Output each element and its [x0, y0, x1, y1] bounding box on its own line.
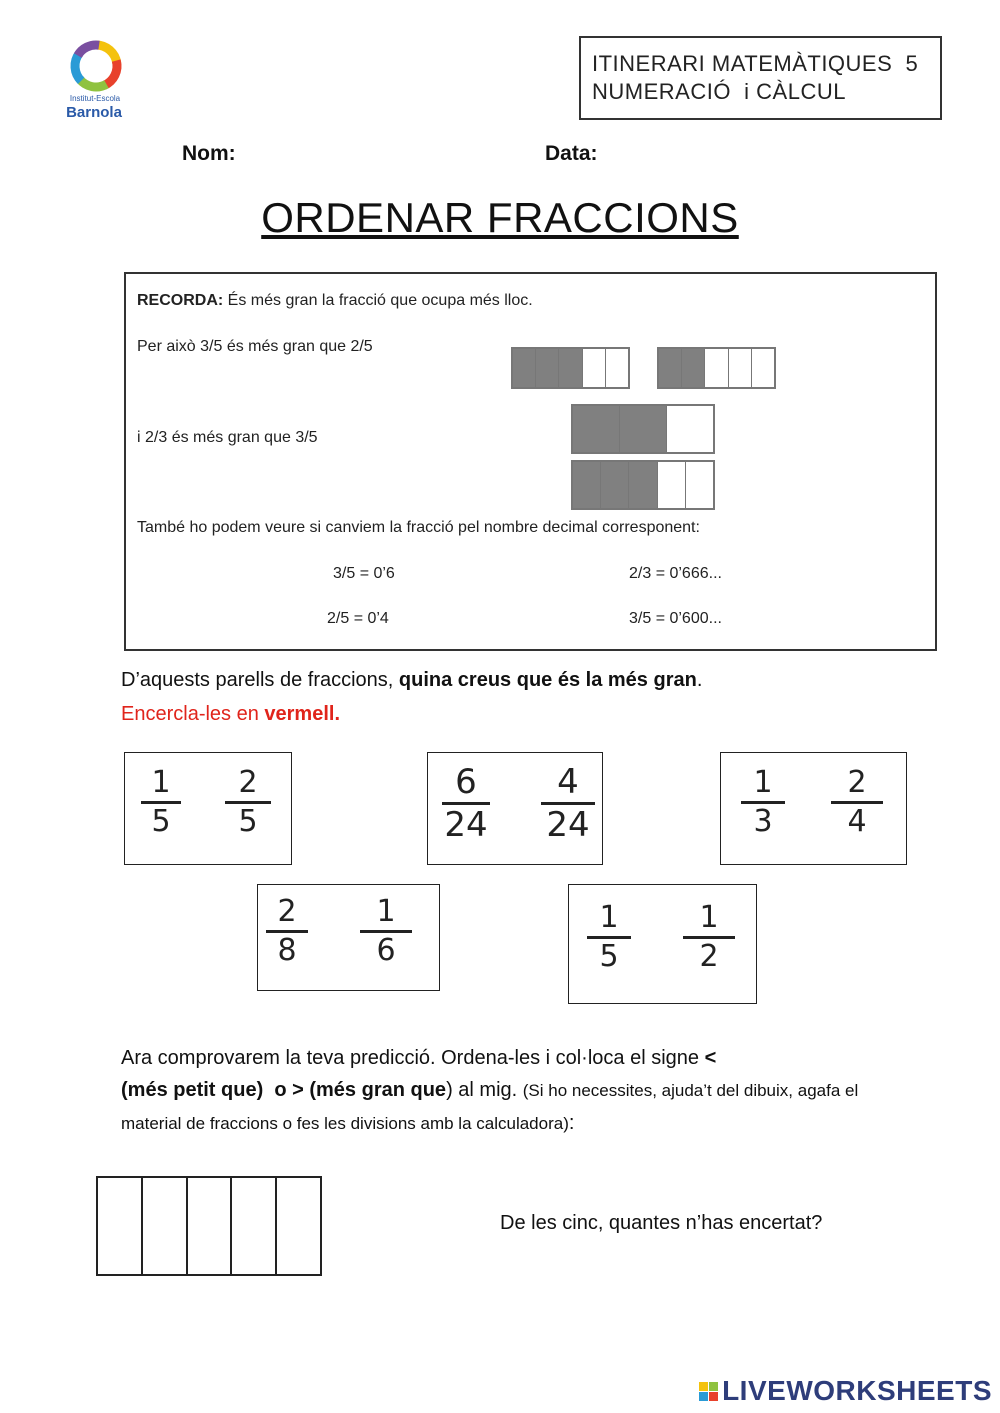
filled-part — [573, 406, 619, 452]
fraction-pair-1[interactable] — [124, 752, 292, 865]
logo-subtitle: Institut-Escola — [69, 94, 121, 103]
instruction-compare — [121, 1042, 881, 1140]
empty-part — [605, 349, 628, 387]
empty-part — [666, 406, 713, 452]
instruction-circle-bold: vermell. — [264, 703, 341, 725]
filled-part — [628, 462, 656, 508]
numerator: 2 — [847, 765, 867, 800]
compare-text-3: : — [568, 1112, 575, 1134]
fraction-1-6 — [360, 894, 412, 968]
fraction-bar-2-5 — [657, 347, 776, 389]
logo-ring-icon — [56, 38, 136, 98]
empty-part — [728, 349, 751, 387]
compare-text-1: Ara comprovarem la teva predicció. Ordena-les i col·loca el signe — [121, 1047, 705, 1069]
remember-line-1: Per això 3/5 és més gran que 2/5 — [137, 338, 373, 355]
empty-part — [751, 349, 774, 387]
instruction-predict-end: . — [696, 669, 703, 691]
answer-cell-2[interactable] — [141, 1178, 186, 1274]
compare-sign-explanation: (més petit que) o > (més gran que — [121, 1079, 447, 1101]
numerator: 1 — [151, 765, 171, 800]
numerator: 1 — [753, 765, 773, 800]
numerator: 4 — [557, 762, 579, 802]
fraction-pair-4[interactable] — [257, 884, 440, 991]
fraction-6-24 — [442, 762, 490, 845]
filled-part — [681, 349, 704, 387]
brand-name: LIVEWORKSHEETS — [722, 1375, 992, 1406]
page-title: ORDENAR FRACCIONS — [261, 194, 739, 241]
remember-box — [124, 272, 937, 651]
denominator: 5 — [238, 804, 258, 839]
denominator: 8 — [277, 933, 297, 968]
filled-part — [535, 349, 558, 387]
numerator: 1 — [376, 894, 396, 929]
answer-cell-5[interactable] — [275, 1178, 320, 1274]
numerator: 6 — [455, 762, 477, 802]
denominator: 24 — [546, 805, 590, 845]
instruction-circle — [121, 703, 340, 726]
empty-part — [582, 349, 605, 387]
decimal-2-3: 2/3 = 0’666... — [629, 565, 722, 582]
instruction-predict — [121, 669, 702, 692]
fraction-2-5 — [225, 765, 271, 839]
compare-less-sign: < — [704, 1047, 717, 1069]
answer-cell-1[interactable] — [98, 1178, 141, 1274]
compare-text-2: ) al mig. — [446, 1079, 523, 1101]
fraction-4-24 — [541, 762, 595, 845]
school-logo — [56, 38, 136, 128]
instruction-circle-text: Encercla-les en — [121, 703, 265, 725]
denominator: 4 — [847, 804, 867, 839]
filled-part — [558, 349, 581, 387]
empty-part — [657, 462, 685, 508]
filled-part — [659, 349, 681, 387]
numerator: 1 — [699, 900, 719, 935]
denominator: 2 — [699, 939, 719, 974]
decimal-2-5: 2/5 = 0’4 — [327, 610, 389, 627]
decimal-3-5-b: 3/5 = 0’600... — [629, 610, 722, 627]
remember-rule: És més gran la fracció que ocupa més lloc. — [223, 292, 533, 309]
filled-part — [513, 349, 535, 387]
fraction-bar-3-5 — [511, 347, 630, 389]
denominator: 3 — [753, 804, 773, 839]
fraction-1-3 — [741, 765, 785, 839]
liveworksheets-logo-icon — [699, 1382, 718, 1401]
fraction-pair-3[interactable] — [720, 752, 907, 865]
fraction-2-8 — [266, 894, 308, 968]
fraction-1-2 — [683, 900, 735, 974]
numerator: 2 — [277, 894, 297, 929]
answer-cell-4[interactable] — [230, 1178, 275, 1274]
name-label: Nom: — [182, 142, 236, 165]
remember-line-3: També ho podem veure si canviem la fracció pel nombre decimal corresponent: — [137, 519, 700, 536]
fraction-bar-2-3 — [571, 404, 715, 454]
denominator: 6 — [376, 933, 396, 968]
empty-part — [685, 462, 713, 508]
numerator: 2 — [238, 765, 258, 800]
filled-part — [600, 462, 628, 508]
fraction-1-5-b — [587, 900, 631, 974]
liveworksheets-brand[interactable] — [699, 1375, 992, 1407]
denominator: 5 — [599, 939, 619, 974]
filled-part — [573, 462, 600, 508]
fraction-2-4 — [831, 765, 883, 839]
denominator: 24 — [444, 805, 488, 845]
compare-help: (Si ho necessites, ajuda’t del dibuix, agafa el material de fraccions o fes les divisions amb la calculadora) — [121, 1081, 859, 1133]
logo-name: Barnola — [66, 104, 122, 121]
decimal-3-5: 3/5 = 0’6 — [333, 565, 395, 582]
instruction-predict-text: D’aquests parells de fraccions, — [121, 669, 399, 691]
instruction-predict-bold: quina creus que és la més gran — [398, 669, 697, 691]
filled-part — [619, 406, 666, 452]
fraction-bar-3-5-b — [571, 460, 715, 510]
itinerary-box — [579, 36, 942, 120]
itinerary-line-1: ITINERARI MATEMÀTIQUES 5 — [592, 51, 919, 76]
fraction-pair-5[interactable] — [568, 884, 757, 1004]
remember-label: RECORDA: — [137, 292, 224, 309]
empty-part — [704, 349, 727, 387]
answer-cell-3[interactable] — [186, 1178, 231, 1274]
answer-grid — [96, 1176, 322, 1276]
numerator: 1 — [599, 900, 619, 935]
fraction-pair-2[interactable] — [427, 752, 603, 865]
denominator: 5 — [151, 804, 171, 839]
date-label: Data: — [545, 142, 598, 165]
remember-heading — [137, 292, 533, 310]
itinerary-line-2: NUMERACIÓ i CÀLCUL — [592, 79, 846, 104]
remember-line-2: i 2/3 és més gran que 3/5 — [137, 429, 318, 446]
question-score: De les cinc, quantes n’has encertat? — [500, 1212, 823, 1234]
fraction-1-5 — [141, 765, 181, 839]
